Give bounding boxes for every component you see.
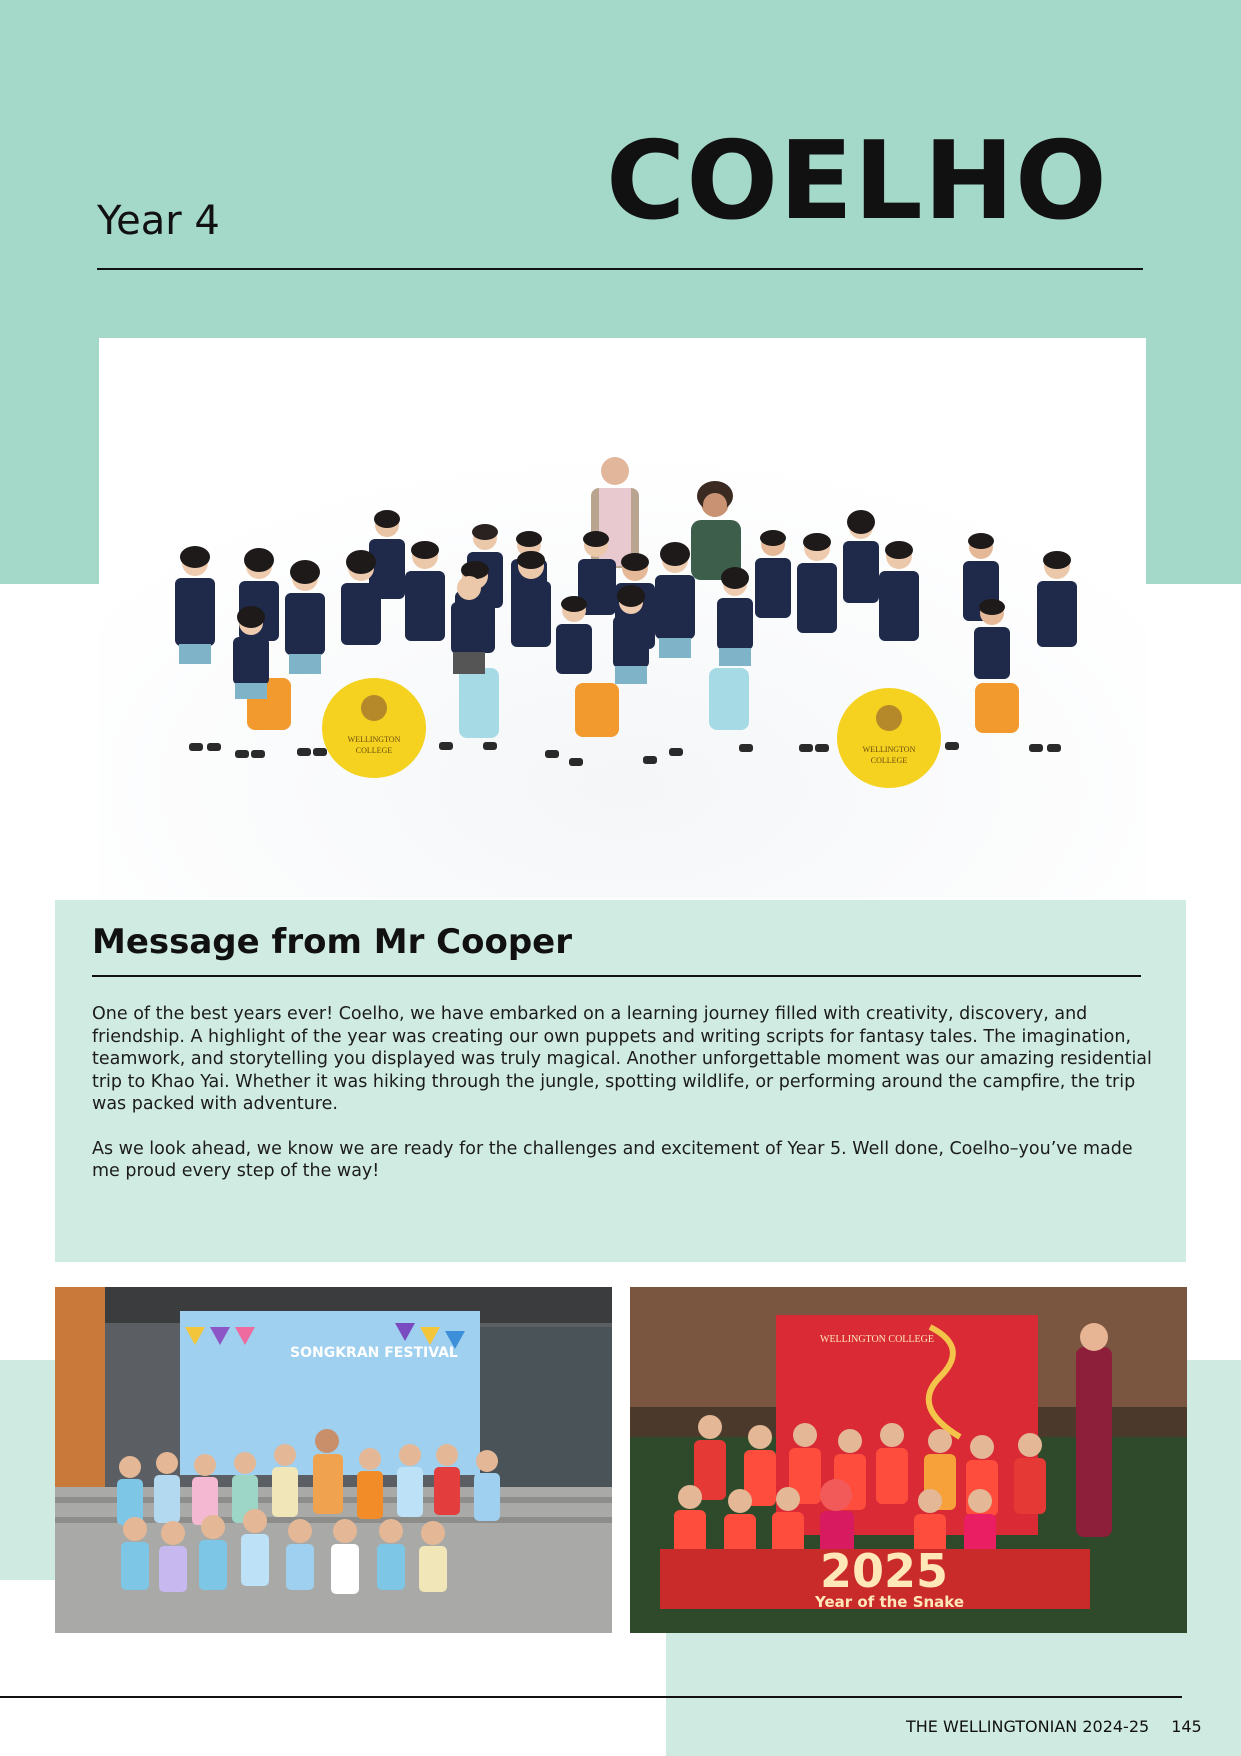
svg-text:WELLINGTON: WELLINGTON: [862, 745, 916, 754]
school-banner-left: [322, 678, 426, 778]
message-divider: [92, 975, 1141, 977]
footer-divider: [0, 1696, 1182, 1698]
school-banner-right: [837, 688, 941, 788]
chinese-new-year-photo: [630, 1287, 1187, 1633]
message-body: [92, 1003, 1152, 1205]
message-paragraph: As we look ahead, we know we are ready for the challenges and excitement of Year 5. Well done, Coelho–you’ve made me proud every step of the way!: [92, 1138, 1133, 1181]
teacher-message-panel: [55, 900, 1186, 1262]
svg-text:COLLEGE: COLLEGE: [355, 746, 393, 755]
header-divider: [97, 268, 1143, 270]
decorative-band-right: [1181, 1360, 1241, 1600]
cny-backdrop-text: WELLINGTON COLLEGE: [820, 1334, 934, 1345]
cny-year-text: 2025: [820, 1544, 949, 1598]
class-title: COELHO: [606, 119, 1108, 244]
cny-subtitle-text: Year of the Snake: [815, 1593, 965, 1611]
svg-text:COLLEGE: COLLEGE: [870, 756, 908, 765]
songkran-festival-photo: [55, 1287, 612, 1633]
message-paragraph: One of the best years ever! Coelho, we have embarked on a learning journey filled with creativity, discovery, and friendship. A highlight of the year was creating our own puppets and writing scripts for fantasy tales. The imagination, teamwork, and storytelling you displayed was truly magical. Another unforgettable moment was our amazing residential trip to Khao Yai. Whether it was hiking through the jungle, spotting wildlife, or performing around the campfire, the trip was packed with adventure.: [92, 1004, 1152, 1114]
page-number: 145: [1171, 1717, 1202, 1736]
page-footer: [906, 1717, 1202, 1736]
publication-name: THE WELLINGTONIAN 2024-25: [906, 1717, 1150, 1736]
songkran-banner-text: SONGKRAN FESTIVAL: [290, 1345, 458, 1361]
class-group-photo: [99, 338, 1146, 898]
group-photo-illustration: [99, 338, 1146, 898]
year-label: Year 4: [97, 198, 220, 244]
decorative-band-left: [0, 1360, 60, 1580]
message-heading: Message from Mr Cooper: [92, 922, 573, 962]
svg-text:WELLINGTON: WELLINGTON: [347, 735, 401, 744]
